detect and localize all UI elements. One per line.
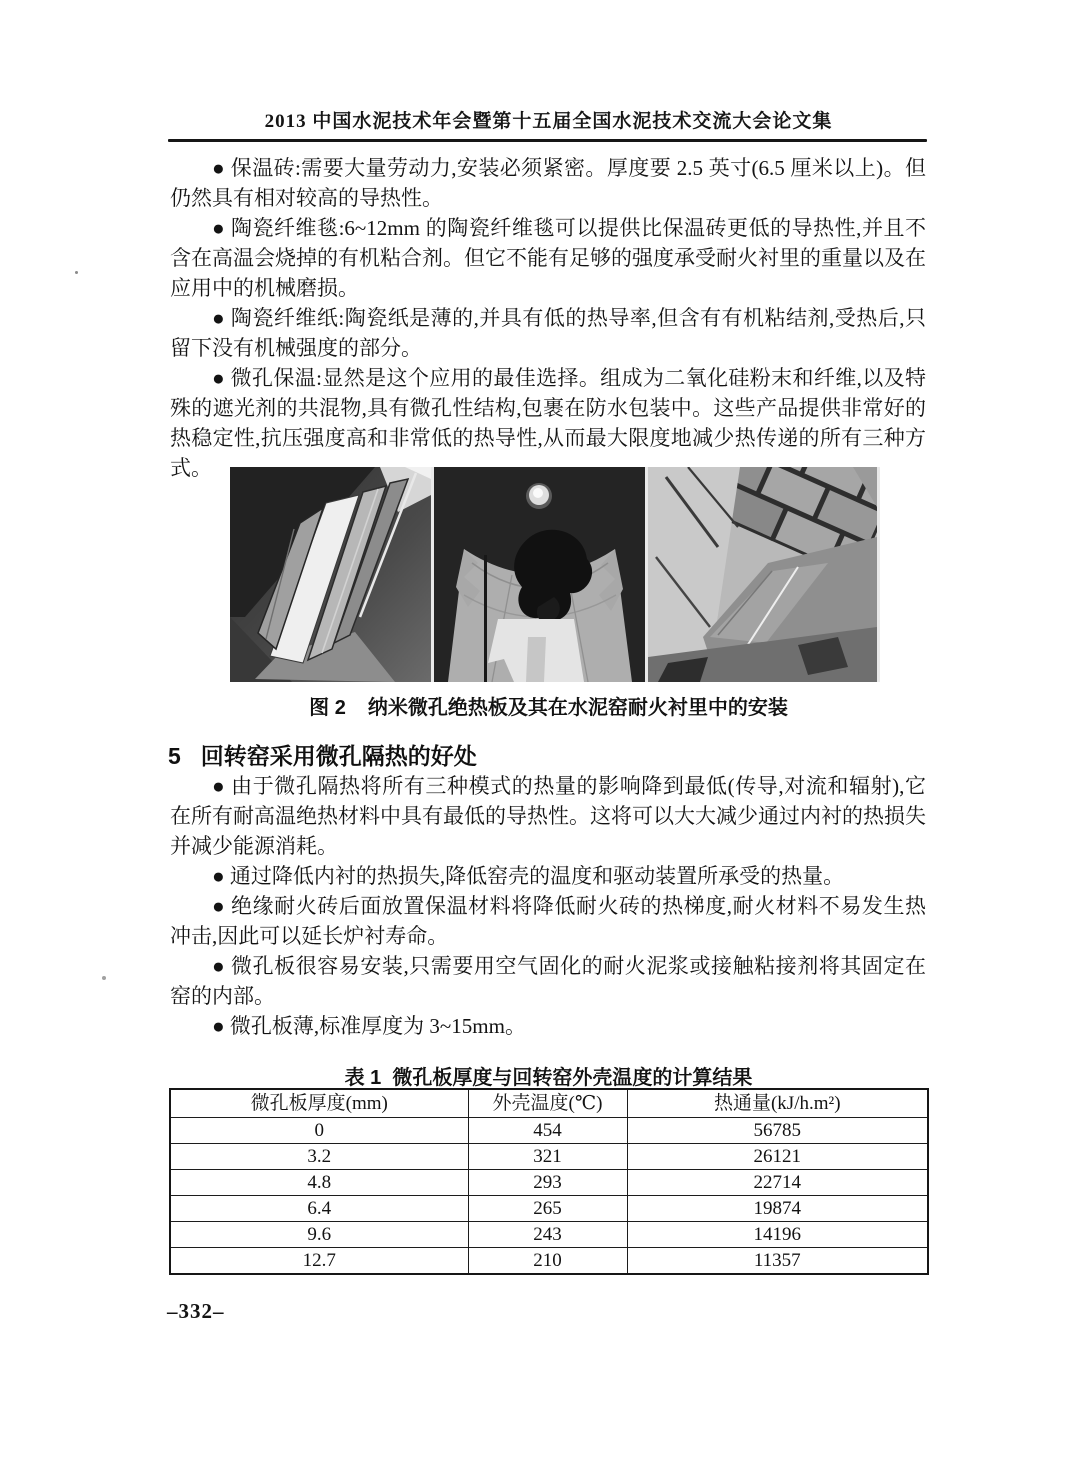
bullet-paragraph: ● 微孔板薄,标准厚度为 3~15mm。	[212, 1014, 526, 1038]
table-header-row	[170, 1089, 928, 1118]
table1-title-label: 表 1	[344, 1067, 382, 1089]
page-header-title: 2013 中国水泥技术年会暨第十五届全国水泥技术交流大会论文集	[264, 111, 833, 132]
cell-thickness: 0	[170, 1118, 468, 1144]
cell-thickness: 12.7	[170, 1248, 468, 1275]
bullet-paragraph: ● 通过降低内衬的热损失,降低窑壳的温度和驱动装置所承受的热量。	[212, 864, 845, 888]
section5-bullet-list	[170, 771, 926, 1041]
bullet-paragraph: ● 微孔保温:显然是这个应用的最佳选择。组成为二氧化硅粉末和纤维,以及特殊的遮光剂的共混物,具有微孔性结构,包裹在防水包装中。这些产品提供非常好的热稳定性,抗压强度高和非常低的热导性,从而最大限度地减少热传递的所有三种方式。	[170, 366, 926, 480]
cell-shell-temp: 454	[468, 1118, 627, 1144]
page-number: –332–	[167, 1299, 225, 1323]
cell-shell-temp: 210	[468, 1248, 627, 1275]
table-row	[170, 1196, 928, 1222]
intro-bullet-list	[170, 153, 926, 483]
table-row	[170, 1222, 928, 1248]
col-header-shell-temp: 外壳温度(℃)	[468, 1089, 627, 1118]
cell-heat-flux: 19874	[627, 1196, 928, 1222]
scan-speck	[102, 976, 106, 980]
cell-shell-temp: 321	[468, 1144, 627, 1170]
bullet-paragraph: ● 微孔板很容易安装,只需要用空气固化的耐火泥浆或接触粘接剂将其固定在窑的内部。	[170, 954, 926, 1008]
cell-thickness: 6.4	[170, 1196, 468, 1222]
cell-heat-flux: 26121	[627, 1144, 928, 1170]
cell-shell-temp: 293	[468, 1170, 627, 1196]
col-header-heat-flux: 热通量(kJ/h.m²)	[627, 1089, 928, 1118]
bullet-paragraph: ● 保温砖:需要大量劳动力,安装必须紧密。厚度要 2.5 英寸(6.5 厘米以上)。但仍然具有相对较高的导热性。	[170, 156, 926, 210]
figure2-photo-strip	[230, 467, 880, 682]
figure2-photo-boards	[230, 467, 431, 682]
cell-heat-flux: 14196	[627, 1222, 928, 1248]
scan-speck	[75, 271, 78, 274]
table1-title	[170, 1061, 927, 1090]
bullet-paragraph: ● 陶瓷纤维纸:陶瓷纸是薄的,并具有低的热导率,但含有有机粘结剂,受热后,只留下没有机械强度的部分。	[170, 306, 926, 360]
cell-thickness: 4.8	[170, 1170, 468, 1196]
figure2-photo-kiln-interior	[434, 467, 645, 682]
cell-shell-temp: 243	[468, 1222, 627, 1248]
cell-thickness: 9.6	[170, 1222, 468, 1248]
cell-thickness: 3.2	[170, 1144, 468, 1170]
figure2-caption	[170, 691, 927, 720]
figure2-photo-brick-lining	[648, 467, 877, 682]
bullet-paragraph: ● 绝缘耐火砖后面放置保温材料将降低耐火砖的热梯度,耐火材料不易发生热冲击,因此可以延长炉衬寿命。	[170, 894, 926, 948]
figure2-caption-text: 纳米微孔绝热板及其在水泥窑耐火衬里中的安装	[367, 697, 788, 719]
cell-heat-flux: 11357	[627, 1248, 928, 1275]
section5-heading	[168, 738, 925, 771]
col-header-thickness: 微孔板厚度(mm)	[170, 1089, 468, 1118]
figure2-caption-label: 图 2	[309, 697, 346, 719]
table-row	[170, 1144, 928, 1170]
table-row	[170, 1248, 928, 1275]
table1-title-text: 微孔板厚度与回转窑外壳温度的计算结果	[392, 1067, 753, 1089]
table1-calculation-results	[169, 1088, 929, 1275]
table-row	[170, 1118, 928, 1144]
cell-heat-flux: 56785	[627, 1118, 928, 1144]
bullet-paragraph: ● 陶瓷纤维毯:6~12mm 的陶瓷纤维毯可以提供比保温砖更低的导热性,并且不含在高温会烧掉的有机粘合剂。但它不能有足够的强度承受耐火衬里的重量以及在应用中的机械磨损。	[170, 216, 926, 300]
header-rule	[168, 139, 927, 142]
section5-title: 回转窑采用微孔隔热的好处	[200, 743, 477, 769]
bullet-paragraph: ● 由于微孔隔热将所有三种模式的热量的影响降到最低(传导,对流和辐射),它在所有耐高温绝热材料中具有最低的导热性。这将可以大大减少通过内衬的热损失并减少能源消耗。	[170, 774, 926, 858]
section5-number: 5	[168, 743, 181, 769]
table-row	[170, 1170, 928, 1196]
cell-heat-flux: 22714	[627, 1170, 928, 1196]
cell-shell-temp: 265	[468, 1196, 627, 1222]
